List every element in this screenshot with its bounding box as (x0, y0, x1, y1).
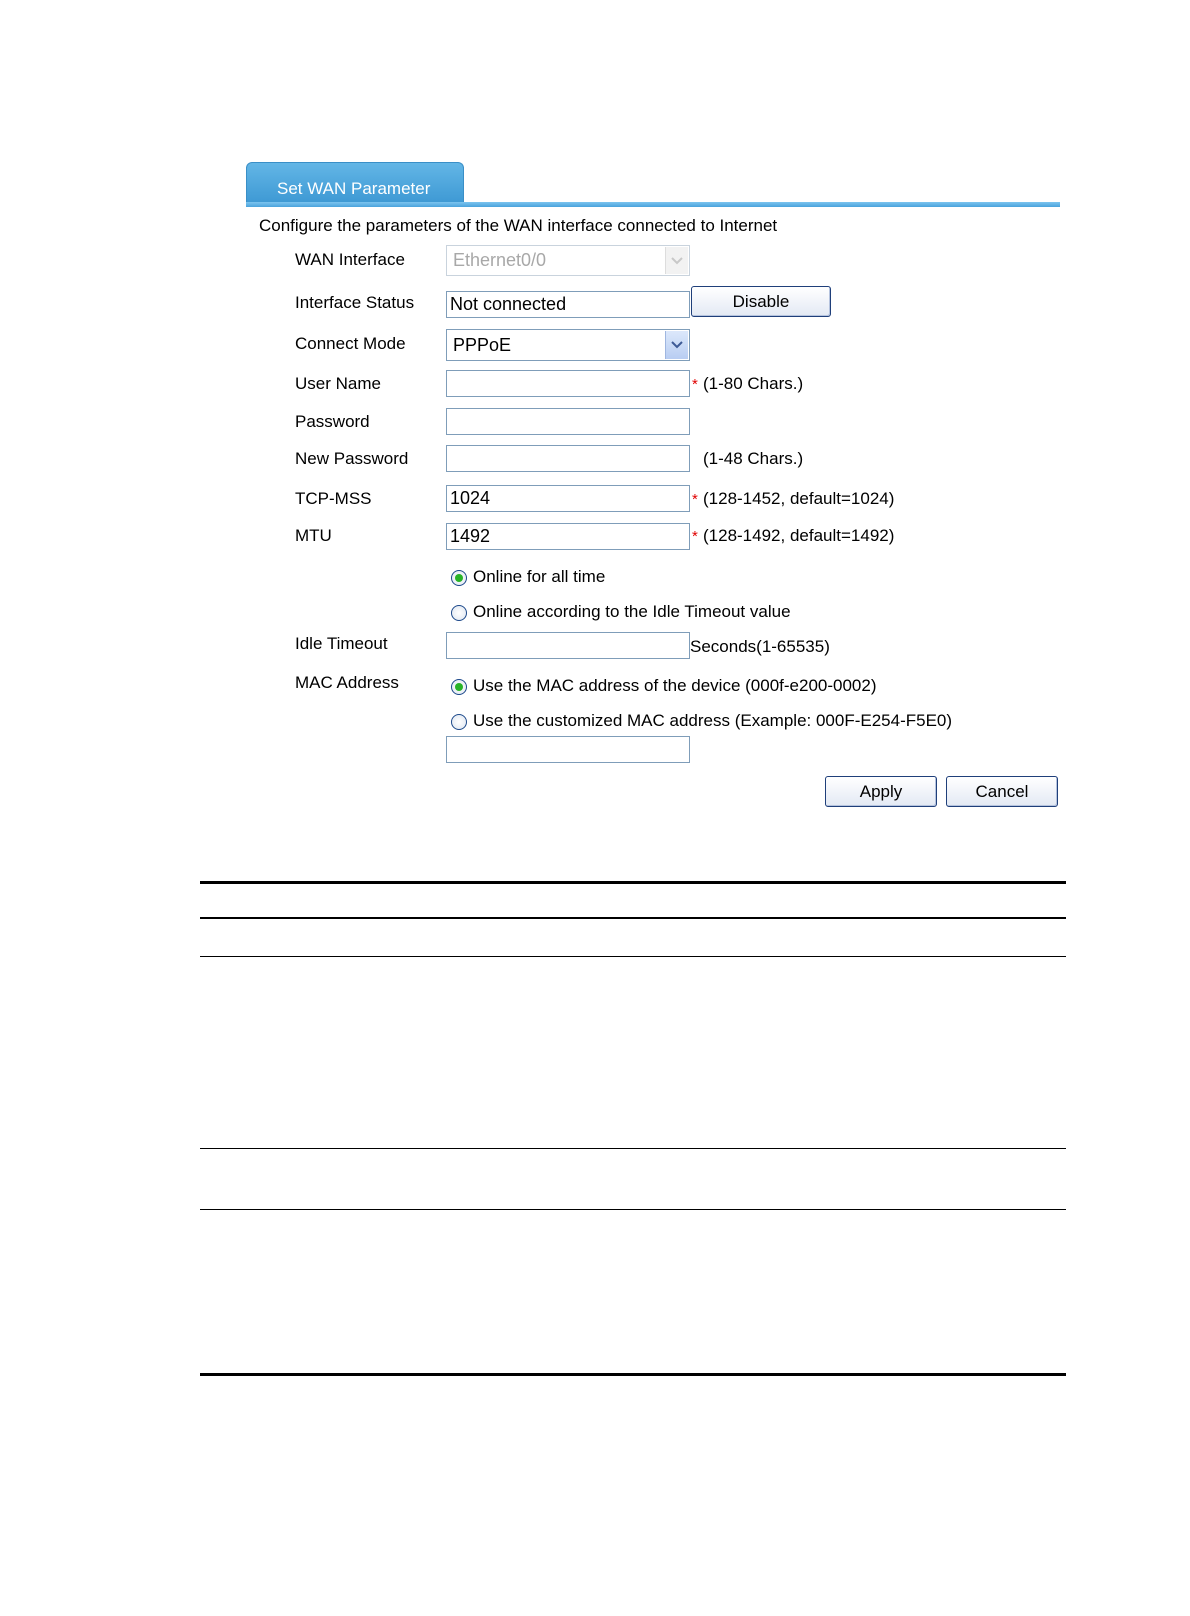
connect-mode-select[interactable] (446, 329, 690, 361)
idle-timeout-hint: Seconds(1-65535) (690, 637, 830, 656)
new-password-hint: (1-48 Chars.) (703, 449, 804, 468)
interface-status-label: Interface Status (295, 293, 415, 312)
mac-device-label[interactable]: Use the MAC address of the device (000f-e200-0002) (473, 676, 877, 695)
wan-interface-value: Ethernet0/0 (453, 250, 547, 270)
tcp-mss-hint: (128-1452, default=1024) (703, 489, 895, 508)
mtu-input[interactable] (446, 523, 690, 550)
password-label: Password (295, 412, 370, 431)
new-password-input[interactable] (446, 445, 690, 472)
user-name-label: User Name (295, 374, 381, 393)
required-star: * (692, 491, 698, 508)
tab-set-wan-parameter[interactable] (246, 162, 464, 207)
mac-custom-label[interactable]: Use the customized MAC address (Example: 000F-E254-F5E0) (473, 711, 953, 730)
tcp-mss-label: TCP-MSS (295, 489, 372, 508)
tab-underline (246, 202, 1060, 207)
new-password-label: New Password (295, 449, 409, 468)
online-idle-label[interactable]: Online according to the Idle Timeout value (473, 602, 791, 621)
user-name-input[interactable] (446, 370, 690, 397)
mtu-label: MTU (295, 526, 332, 545)
required-star: * (692, 376, 698, 393)
table-row-divider (200, 956, 1066, 957)
password-input[interactable] (446, 408, 690, 435)
required-star: * (692, 528, 698, 545)
chevron-down-icon (665, 247, 688, 274)
table-row-divider (200, 1209, 1066, 1210)
disable-button[interactable]: Disable (691, 286, 831, 317)
wan-interface-select (446, 245, 690, 276)
idle-timeout-input[interactable] (446, 632, 690, 659)
tab-label: Set WAN Parameter (277, 179, 431, 198)
online-always-label[interactable]: Online for all time (473, 567, 606, 586)
wan-interface-label: WAN Interface (295, 250, 405, 269)
connect-mode-value: PPPoE (453, 335, 512, 355)
form-description: Configure the parameters of the WAN interface connected to Internet (259, 216, 778, 235)
table-row-divider (200, 1148, 1066, 1149)
mac-device-radio[interactable] (451, 679, 467, 695)
mac-custom-input[interactable] (446, 736, 690, 763)
apply-button[interactable]: Apply (825, 776, 937, 807)
connect-mode-label: Connect Mode (295, 334, 406, 353)
idle-timeout-label: Idle Timeout (295, 634, 388, 653)
online-always-radio[interactable] (451, 570, 467, 586)
mac-address-label: MAC Address (295, 673, 399, 692)
online-idle-radio[interactable] (451, 605, 467, 621)
mtu-hint: (128-1492, default=1492) (703, 526, 895, 545)
table-bottom-rule (200, 1373, 1066, 1376)
interface-status-field: Not connected (446, 291, 690, 318)
tcp-mss-input[interactable] (446, 485, 690, 512)
cancel-button[interactable]: Cancel (946, 776, 1058, 807)
user-name-hint: (1-80 Chars.) (703, 374, 804, 393)
chevron-down-icon[interactable] (665, 331, 688, 359)
mac-custom-radio[interactable] (451, 714, 467, 730)
table-top-rule (200, 881, 1066, 884)
table-header-rule (200, 917, 1066, 919)
